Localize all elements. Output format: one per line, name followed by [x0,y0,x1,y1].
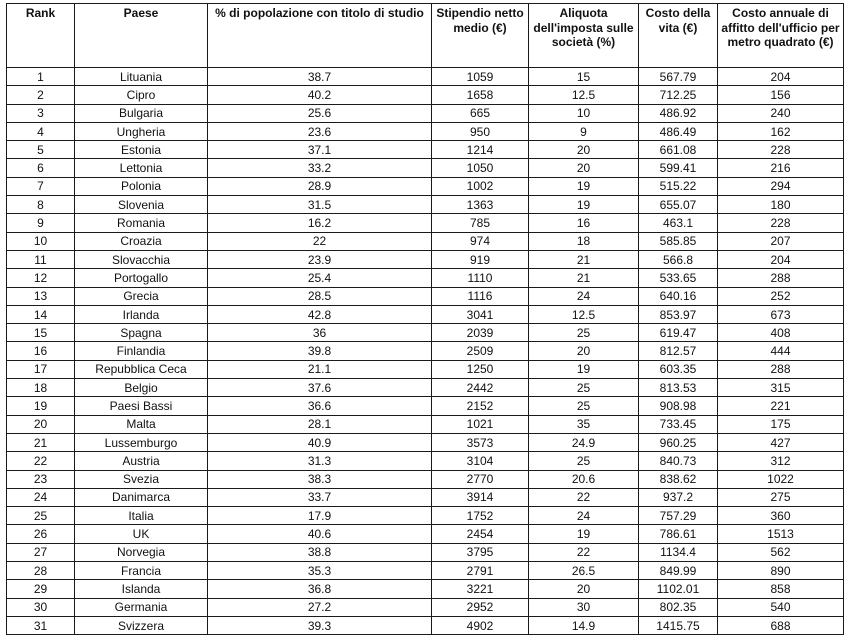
cell-cost-of-living: 1102.01 [639,580,718,598]
header-row [7,4,844,68]
cell-country: Malta [75,415,208,433]
cell-education: 28.9 [208,177,432,195]
cell-cost-of-living: 566.8 [639,250,718,268]
cell-salary: 2509 [432,342,529,360]
header-tax: Aliquota dell'imposta sulle società (%) [529,4,639,68]
cell-salary: 919 [432,250,529,268]
cell-tax: 12.5 [529,305,639,323]
cell-rank: 1 [7,68,75,86]
cell-tax: 25 [529,397,639,415]
cell-education: 33.7 [208,488,432,506]
cell-tax: 16 [529,214,639,232]
cell-tax: 30 [529,598,639,616]
cell-tax: 25 [529,324,639,342]
table-row [7,433,844,451]
cell-salary: 1363 [432,196,529,214]
cell-salary: 1752 [432,507,529,525]
cell-cost-of-living: 1415.75 [639,616,718,634]
cell-office-rent: 408 [718,324,844,342]
table-row [7,580,844,598]
table-row [7,360,844,378]
cell-office-rent: 228 [718,141,844,159]
table-row [7,141,844,159]
cell-rank: 17 [7,360,75,378]
table-row [7,616,844,634]
cell-office-rent: 252 [718,287,844,305]
cell-education: 31.5 [208,196,432,214]
cell-tax: 19 [529,196,639,214]
cell-country: Svizzera [75,616,208,634]
cell-rank: 19 [7,397,75,415]
cell-tax: 15 [529,68,639,86]
cell-education: 38.3 [208,470,432,488]
cell-rank: 10 [7,232,75,250]
cell-tax: 26.5 [529,562,639,580]
cell-education: 35.3 [208,562,432,580]
cell-cost-of-living: 463.1 [639,214,718,232]
cell-rank: 9 [7,214,75,232]
table-row [7,177,844,195]
cell-tax: 20 [529,159,639,177]
cell-country: Romania [75,214,208,232]
table-row [7,397,844,415]
cell-tax: 20 [529,141,639,159]
cell-education: 22 [208,232,432,250]
cell-office-rent: 890 [718,562,844,580]
cell-cost-of-living: 838.62 [639,470,718,488]
cell-office-rent: 360 [718,507,844,525]
cell-country: Bulgaria [75,104,208,122]
cell-country: Irlanda [75,305,208,323]
cell-tax: 21 [529,250,639,268]
table-row [7,562,844,580]
table-row [7,543,844,561]
cell-office-rent: 204 [718,250,844,268]
header-cost-of-living: Costo della vita (€) [639,4,718,68]
cell-country: Polonia [75,177,208,195]
cell-country: Spagna [75,324,208,342]
header-salary: Stipendio netto medio (€) [432,4,529,68]
table-row [7,305,844,323]
cell-salary: 1021 [432,415,529,433]
cell-office-rent: 427 [718,433,844,451]
cell-cost-of-living: 486.49 [639,122,718,140]
cell-tax: 20 [529,342,639,360]
cell-salary: 1214 [432,141,529,159]
cell-office-rent: 315 [718,379,844,397]
cell-cost-of-living: 661.08 [639,141,718,159]
cell-office-rent: 858 [718,580,844,598]
cell-salary: 4902 [432,616,529,634]
table-row [7,287,844,305]
cell-salary: 3104 [432,452,529,470]
cell-country: Lettonia [75,159,208,177]
cell-tax: 25 [529,379,639,397]
cell-country: Italia [75,507,208,525]
cell-salary: 3221 [432,580,529,598]
cell-cost-of-living: 1134.4 [639,543,718,561]
cell-country: Danimarca [75,488,208,506]
cell-tax: 24 [529,507,639,525]
cell-education: 25.4 [208,269,432,287]
cell-office-rent: 275 [718,488,844,506]
cell-rank: 22 [7,452,75,470]
header-education: % di popolazione con titolo di studio [208,4,432,68]
cell-country: Francia [75,562,208,580]
cell-rank: 30 [7,598,75,616]
cell-salary: 3573 [432,433,529,451]
cell-salary: 3914 [432,488,529,506]
cell-education: 27.2 [208,598,432,616]
ranking-table [6,3,844,635]
cell-office-rent: 221 [718,397,844,415]
cell-tax: 18 [529,232,639,250]
table-row [7,342,844,360]
cell-tax: 22 [529,488,639,506]
cell-education: 16.2 [208,214,432,232]
cell-rank: 12 [7,269,75,287]
cell-country: Belgio [75,379,208,397]
cell-cost-of-living: 712.25 [639,86,718,104]
cell-education: 37.6 [208,379,432,397]
cell-rank: 13 [7,287,75,305]
cell-salary: 3795 [432,543,529,561]
cell-office-rent: 228 [718,214,844,232]
cell-salary: 2039 [432,324,529,342]
cell-rank: 11 [7,250,75,268]
cell-salary: 1110 [432,269,529,287]
cell-salary: 2791 [432,562,529,580]
cell-cost-of-living: 937.2 [639,488,718,506]
cell-salary: 785 [432,214,529,232]
cell-cost-of-living: 655.07 [639,196,718,214]
cell-education: 36.6 [208,397,432,415]
table-row [7,324,844,342]
cell-cost-of-living: 849.99 [639,562,718,580]
cell-cost-of-living: 640.16 [639,287,718,305]
cell-country: Cipro [75,86,208,104]
cell-tax: 24.9 [529,433,639,451]
cell-rank: 14 [7,305,75,323]
cell-rank: 20 [7,415,75,433]
cell-country: Germania [75,598,208,616]
cell-salary: 1050 [432,159,529,177]
cell-tax: 21 [529,269,639,287]
cell-office-rent: 540 [718,598,844,616]
cell-office-rent: 1513 [718,525,844,543]
cell-salary: 1116 [432,287,529,305]
cell-office-rent: 688 [718,616,844,634]
cell-tax: 20 [529,580,639,598]
cell-rank: 7 [7,177,75,195]
cell-rank: 26 [7,525,75,543]
cell-salary: 2442 [432,379,529,397]
cell-rank: 15 [7,324,75,342]
table-row [7,470,844,488]
cell-education: 21.1 [208,360,432,378]
cell-tax: 19 [529,177,639,195]
table-row [7,104,844,122]
cell-tax: 14.9 [529,616,639,634]
cell-office-rent: 288 [718,360,844,378]
table-row [7,159,844,177]
cell-rank: 24 [7,488,75,506]
cell-cost-of-living: 908.98 [639,397,718,415]
cell-office-rent: 180 [718,196,844,214]
cell-education: 23.9 [208,250,432,268]
cell-country: Estonia [75,141,208,159]
cell-tax: 12.5 [529,86,639,104]
cell-tax: 10 [529,104,639,122]
cell-country: Portogallo [75,269,208,287]
header-country: Paese [75,4,208,68]
table-row [7,214,844,232]
table-row [7,507,844,525]
cell-office-rent: 156 [718,86,844,104]
cell-office-rent: 444 [718,342,844,360]
cell-rank: 25 [7,507,75,525]
cell-salary: 2454 [432,525,529,543]
cell-education: 38.8 [208,543,432,561]
cell-cost-of-living: 757.29 [639,507,718,525]
cell-country: Lituania [75,68,208,86]
cell-rank: 8 [7,196,75,214]
cell-salary: 2952 [432,598,529,616]
cell-cost-of-living: 603.35 [639,360,718,378]
table-row [7,122,844,140]
cell-country: Austria [75,452,208,470]
cell-country: Lussemburgo [75,433,208,451]
table-row [7,196,844,214]
cell-cost-of-living: 599.41 [639,159,718,177]
cell-tax: 9 [529,122,639,140]
table-body [7,68,844,635]
cell-country: UK [75,525,208,543]
table-row [7,269,844,287]
cell-office-rent: 204 [718,68,844,86]
table-row [7,488,844,506]
cell-tax: 19 [529,525,639,543]
cell-tax: 22 [529,543,639,561]
cell-tax: 24 [529,287,639,305]
cell-country: Islanda [75,580,208,598]
cell-office-rent: 240 [718,104,844,122]
cell-education: 28.5 [208,287,432,305]
cell-salary: 1002 [432,177,529,195]
cell-cost-of-living: 585.85 [639,232,718,250]
cell-office-rent: 175 [718,415,844,433]
cell-office-rent: 162 [718,122,844,140]
header-rank: Rank [7,4,75,68]
table-row [7,415,844,433]
cell-education: 23.6 [208,122,432,140]
cell-education: 31.3 [208,452,432,470]
cell-cost-of-living: 619.47 [639,324,718,342]
cell-cost-of-living: 486.92 [639,104,718,122]
cell-rank: 31 [7,616,75,634]
table-row [7,250,844,268]
cell-rank: 23 [7,470,75,488]
cell-tax: 19 [529,360,639,378]
cell-rank: 27 [7,543,75,561]
cell-salary: 1059 [432,68,529,86]
cell-rank: 21 [7,433,75,451]
cell-salary: 2770 [432,470,529,488]
cell-cost-of-living: 786.61 [639,525,718,543]
cell-education: 40.9 [208,433,432,451]
cell-country: Ungheria [75,122,208,140]
cell-education: 39.8 [208,342,432,360]
cell-rank: 3 [7,104,75,122]
cell-cost-of-living: 813.53 [639,379,718,397]
cell-education: 36 [208,324,432,342]
table-row [7,232,844,250]
cell-cost-of-living: 853.97 [639,305,718,323]
table-row [7,379,844,397]
cell-salary: 665 [432,104,529,122]
cell-office-rent: 288 [718,269,844,287]
cell-education: 39.3 [208,616,432,634]
cell-education: 28.1 [208,415,432,433]
cell-office-rent: 673 [718,305,844,323]
cell-tax: 20.6 [529,470,639,488]
cell-cost-of-living: 960.25 [639,433,718,451]
cell-tax: 35 [529,415,639,433]
cell-tax: 25 [529,452,639,470]
cell-office-rent: 562 [718,543,844,561]
cell-cost-of-living: 840.73 [639,452,718,470]
cell-rank: 5 [7,141,75,159]
cell-salary: 1658 [432,86,529,104]
cell-cost-of-living: 733.45 [639,415,718,433]
cell-rank: 2 [7,86,75,104]
cell-cost-of-living: 533.65 [639,269,718,287]
cell-education: 42.8 [208,305,432,323]
cell-rank: 6 [7,159,75,177]
cell-education: 40.6 [208,525,432,543]
cell-office-rent: 312 [718,452,844,470]
cell-country: Finlandia [75,342,208,360]
cell-country: Croazia [75,232,208,250]
cell-country: Norvegia [75,543,208,561]
cell-office-rent: 216 [718,159,844,177]
cell-rank: 28 [7,562,75,580]
cell-office-rent: 207 [718,232,844,250]
table-row [7,86,844,104]
cell-education: 38.7 [208,68,432,86]
cell-salary: 974 [432,232,529,250]
cell-education: 36.8 [208,580,432,598]
cell-salary: 950 [432,122,529,140]
cell-education: 40.2 [208,86,432,104]
cell-education: 25.6 [208,104,432,122]
cell-education: 17.9 [208,507,432,525]
cell-country: Svezia [75,470,208,488]
cell-education: 37.1 [208,141,432,159]
cell-country: Repubblica Ceca [75,360,208,378]
cell-rank: 29 [7,580,75,598]
cell-cost-of-living: 802.35 [639,598,718,616]
cell-country: Slovacchia [75,250,208,268]
cell-cost-of-living: 812.57 [639,342,718,360]
cell-rank: 18 [7,379,75,397]
cell-office-rent: 1022 [718,470,844,488]
cell-cost-of-living: 515.22 [639,177,718,195]
table-row [7,525,844,543]
cell-salary: 3041 [432,305,529,323]
cell-rank: 16 [7,342,75,360]
table-row [7,452,844,470]
cell-salary: 1250 [432,360,529,378]
table-row [7,68,844,86]
cell-education: 33.2 [208,159,432,177]
cell-office-rent: 294 [718,177,844,195]
cell-rank: 4 [7,122,75,140]
cell-country: Grecia [75,287,208,305]
cell-country: Paesi Bassi [75,397,208,415]
header-office-rent: Costo annuale di affitto dell'ufficio per metro quadrato (€) [718,4,844,68]
table-row [7,598,844,616]
cell-country: Slovenia [75,196,208,214]
cell-salary: 2152 [432,397,529,415]
cell-cost-of-living: 567.79 [639,68,718,86]
